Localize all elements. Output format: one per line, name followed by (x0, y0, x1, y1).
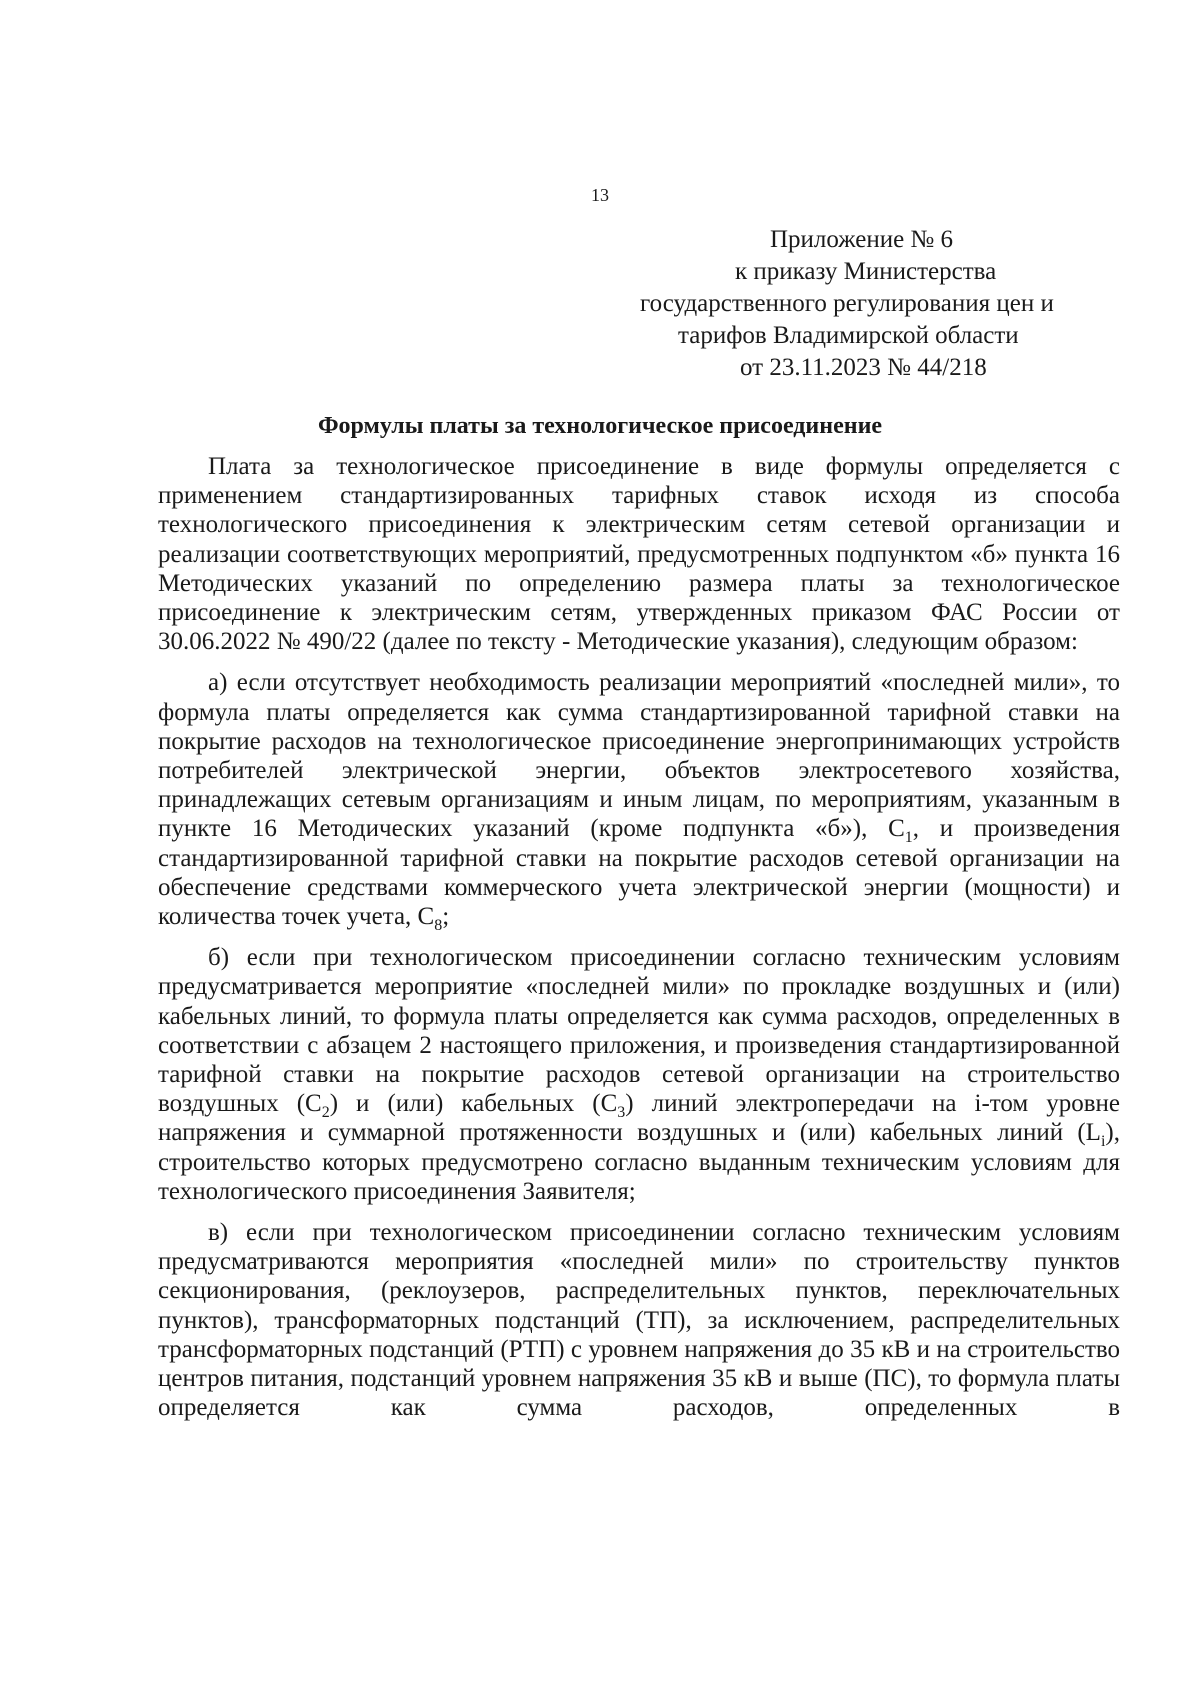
paragraph-b (158, 943, 1120, 1206)
appendix-line: Приложение № 6 (770, 226, 954, 253)
subscript: i (1100, 1133, 1106, 1151)
paragraph-intro: Плата за технологическое присоединение в виде формулы определяется с применением стандартизированных тарифных ставок исходя из способа технологического присоединения к электрическим сетям сетевой организации и реализации соответствующих мероприятий, предусмотренных подпунктом «б» пункта 16 Методических указаний по определению размера платы за технологическое присоединение к электрическим сетям, утвержденных приказом ФАС России от 30.06.2022 № 490/22 (далее по тексту - Методические указания), следующим образом: (158, 453, 1120, 656)
paragraph-b-text: ) линий электропередачи на i-том уровне напряжения и суммарной протяженности воздушных и (или) кабельных линий (L (158, 1090, 1121, 1147)
paragraph-c: в) если при технологическом присоединении согласно техническим условиям предусматриваются мероприятия «последней мили» по строительству пунктов секционирования, (реклоузеров, распределительных пунктов, переключательных пунктов), трансформаторных подстанций (ТП), за исключением, распределительных трансформаторных подстанций (РТП) с уровнем напряжения до 35 кВ и на строительство центров питания, подстанций уровнем напряжения 35 кВ и выше (ПС), то формула платы определяется как сумма расходов, определенных в (158, 1219, 1120, 1422)
paragraph-a-text: , и произведения стандартизированной тарифной ставки на покрытие расходов сетевой организации на обеспечение средствами коммерческого учета электрической энергии (мощности) и количества точек учета, С (158, 815, 1120, 931)
appendix-line: тарифов Владимирской области (678, 322, 1019, 349)
appendix-line: к приказу Министерства (735, 258, 997, 285)
paragraph-a-text: а) если отсутствует необходимость реализации мероприятий «последней мили», то формула платы определяется как сумма стандартизированной тарифной ставки на покрытие расходов на технологическое присоединение энергопринимающих устройств потребителей электрической энергии, объектов электросетевого хозяйства, принадлежащих сетевым организациям и иным лицам, по мероприятиям, указанным в пункте 16 Методических указаний (кроме подпункта «б»), С (158, 669, 1120, 843)
subscript: 3 (617, 1104, 626, 1122)
appendix-line: государственного регулирования цен и (640, 290, 1054, 317)
appendix-line: от 23.11.2023 № 44/218 (740, 354, 987, 381)
appendix-header (640, 224, 1100, 384)
document-title: Формулы платы за технологическое присоединение (317, 413, 883, 439)
document-body (158, 452, 1120, 1435)
page-number: 13 (591, 185, 609, 205)
subscript: 2 (321, 1104, 330, 1122)
paragraph-a (158, 668, 1120, 935)
paragraph-a-text: ; (442, 903, 450, 931)
paragraph-b-text: ), строительство которых предусмотрено согласно выданным техническим условиям для технологического присоединения Заявителя; (158, 1119, 1120, 1205)
subscript: 8 (434, 917, 443, 935)
paragraph-b-text: б) если при технологическом присоединении согласно техническим условиям предусматривается мероприятие «последней мили» по прокладке воздушных и (или) кабельных линий, то формула платы определяется как сумма расходов, определенных в соответствии с абзацем 2 настоящего приложения, и произведения стандартизированной тарифной ставки на покрытие расходов сетевой организации на строительство воздушных (С (158, 944, 1120, 1118)
subscript: 1 (904, 829, 913, 847)
paragraph-b-text: ) и (или) кабельных (С (329, 1090, 618, 1118)
